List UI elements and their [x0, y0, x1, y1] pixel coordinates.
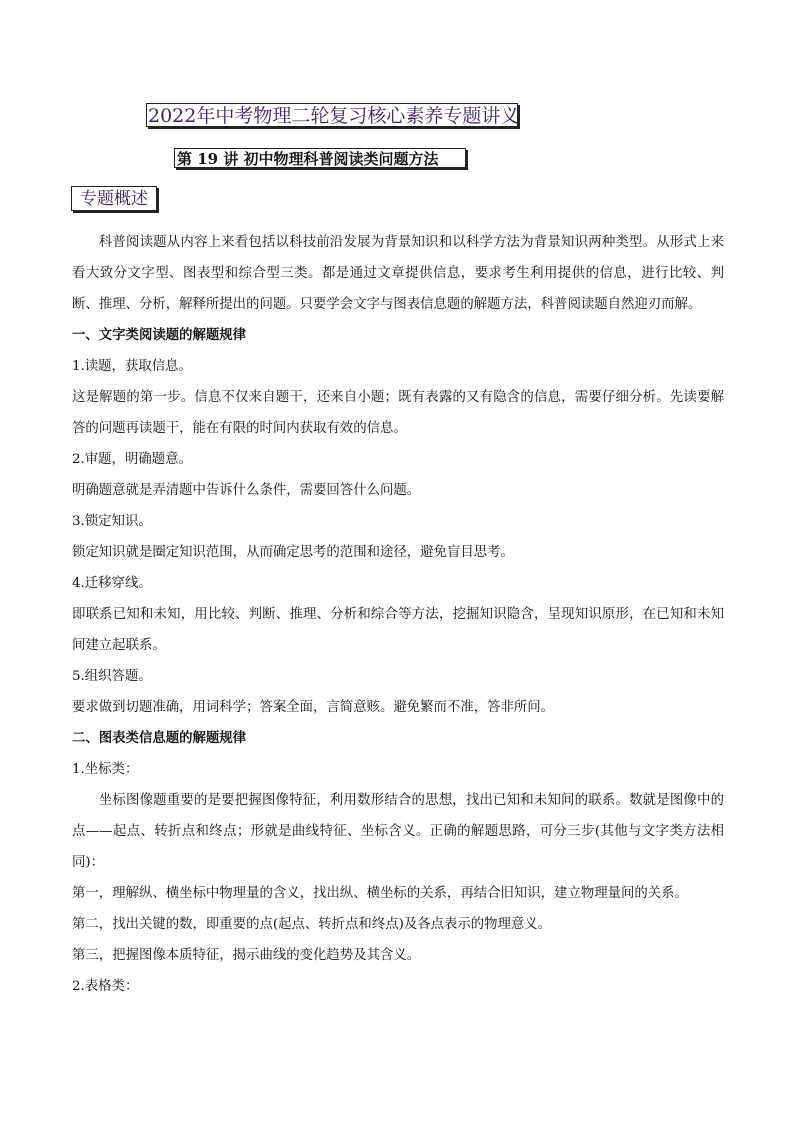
body-paragraph: 明确题意就是弄清题中告诉什么条件，需要回答什么问题。 — [72, 483, 421, 498]
body-paragraph: 2.审题，明确题意。 — [72, 452, 192, 467]
document-body — [72, 227, 724, 1002]
body-paragraph: 1.坐标类： — [72, 762, 139, 777]
body-paragraph: 要求做到切题准确，用词科学；答案全面，言简意赅。避免繁而不准，答非所问。 — [72, 700, 555, 715]
body-paragraph: 第三，把握图像本质特征，揭示曲线的变化趋势及其含义。 — [72, 948, 421, 963]
section-title-overview: 专题概述 — [71, 186, 157, 211]
body-paragraph: 3.锁定知识。 — [72, 514, 152, 529]
body-paragraph: 4.迁移穿线。 — [72, 576, 152, 591]
body-paragraph: 1.读题，获取信息。 — [72, 359, 192, 374]
body-paragraph: 科普阅读题从内容上来看包括以科技前沿发展为背景知识和以科学方法为背景知识两种类型。从形式上来看大致分文字型、图表型和综合型三类。都是通过文章提供信息，要求考生利用提供的信息，进行比较、判断、推理、分析，解释所提出的问题。只要学会文字与图表信息题的解题方法，科普阅读题自然迎刃而解。 — [72, 235, 724, 312]
lecture-subtitle: 第 19 讲 初中物理科普阅读类问题方法 — [174, 148, 466, 168]
body-paragraph: 即联系已知和未知，用比较、判断、推理、分析和综合等方法，挖掘知识隐含，呈现知识原形，在已知和未知间建立起联系。 — [72, 607, 724, 653]
body-paragraph: 锁定知识就是圈定知识范围，从而确定思考的范围和途径，避免盲目思考。 — [72, 545, 514, 560]
body-paragraph: 5.组织答题。 — [72, 669, 152, 684]
body-paragraph: 2.表格类： — [72, 979, 139, 994]
body-paragraph: 第二，找出关键的数，即重要的点(起点、转折点和终点)及各点表示的物理意义。 — [72, 917, 552, 932]
document-title: 2022年中考物理二轮复习核心素养专题讲义 — [148, 105, 520, 127]
body-paragraph: 这是解题的第一步。信息不仅来自题干，还来自小题；既有表露的又有隐含的信息，需要仔细分析。先读要解答的问题再读题干，能在有限的时间内获取有效的信息。 — [72, 390, 724, 436]
body-paragraph: 第一，理解纵、横坐标中物理量的含义，找出纵、横坐标的关系，再结合旧知识，建立物理量间的关系。 — [72, 886, 688, 901]
body-paragraph: 坐标图像题重要的是要把握图像特征，利用数形结合的思想，找出已知和未知间的联系。数就是图像中的点——起点、转折点和终点；形就是曲线特征、坐标含义。正确的解题思路，可分三步(其他与文字类方法相同)： — [72, 793, 724, 870]
section-heading: 二、图表类信息题的解题规律 — [72, 730, 247, 746]
section-heading: 一、文字类阅读题的解题规律 — [72, 327, 247, 343]
